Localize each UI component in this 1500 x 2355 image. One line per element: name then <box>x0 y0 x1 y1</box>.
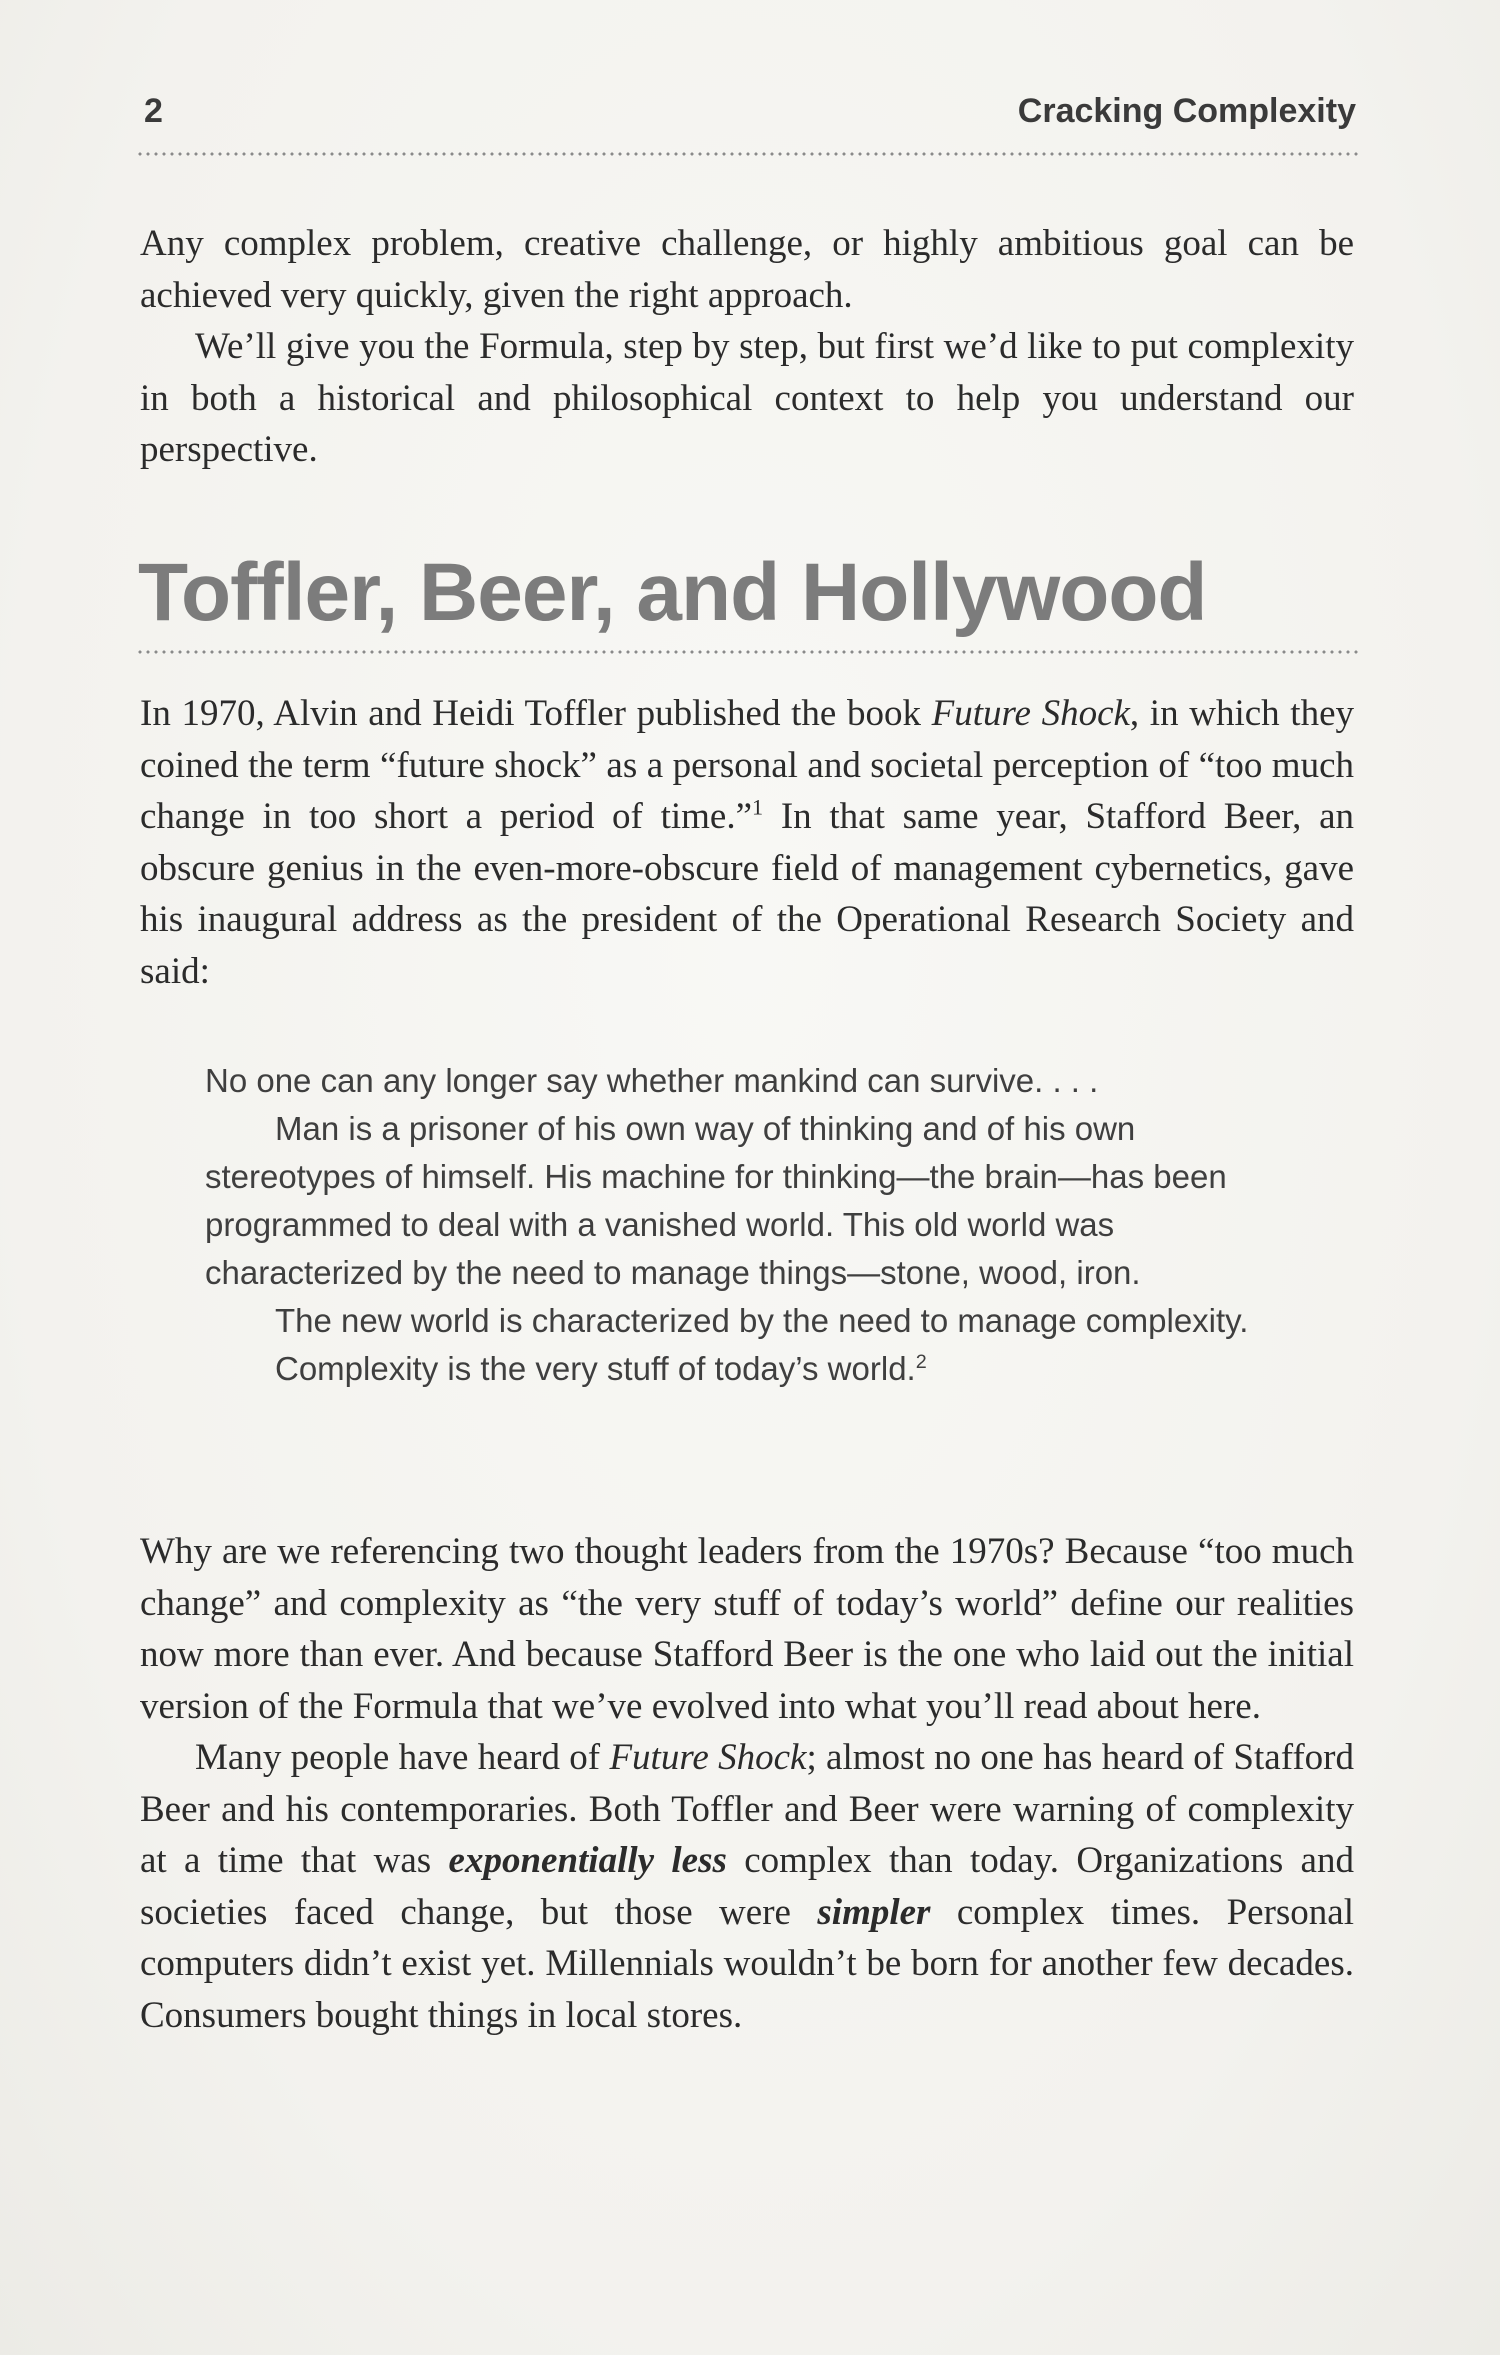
paragraph-why-1970s: Why are we referencing two thought leaders from the 1970s? Because “too much change” and complexity as “the very stuff of today’s world” define our realities now more than ever. And because Stafford Beer is the one who laid out the initial version of the Formula that we’ve evolved into what you’ll read about here. <box>140 1531 1354 1727</box>
running-header <box>144 92 1356 144</box>
para3-text-c: complex than today. Organizations and societies faced change, but those were <box>140 1840 1354 1933</box>
closing-text <box>140 1526 1354 2041</box>
intro-paragraph-2: We’ll give you the Formula, step by step, but first we’d like to put complexity in both a historical and philosophical context to help you understand our perspective. <box>140 326 1354 470</box>
footnote-ref-1: 1 <box>752 794 764 820</box>
quote-line-4: Complexity is the very stuff of today’s world. <box>275 1350 916 1387</box>
section-heading: Toffler, Beer, and Hollywood <box>138 547 1207 638</box>
emphasis-exponentially-less: exponentially less <box>448 1840 727 1881</box>
paragraph-future-shock <box>140 1732 1354 2041</box>
intro-paragraph-1: Any complex problem, creative challenge, or highly ambitious goal can be achieved very quickly, given the right approach. <box>140 223 1354 316</box>
footnote-ref-2: 2 <box>915 1351 927 1373</box>
quote-line-1: No one can any longer say whether mankind can survive. . . . <box>205 1062 1099 1099</box>
quote-line-2: Man is a prisoner of his own way of thinking and of his own stereotypes of himself. His machine for thinking—the brain—has been programmed to deal with a vanished world. This old world was characterized by the need to manage things—stone, wood, iron. <box>205 1110 1227 1291</box>
block-quote-beer <box>205 1057 1295 1393</box>
book-title-future-shock: Future Shock <box>931 693 1130 734</box>
para3-text-a: Many people have heard of <box>195 1737 610 1778</box>
quote-line-3: The new world is characterized by the need to manage complexity. <box>275 1302 1249 1339</box>
intro-text <box>140 218 1354 476</box>
para1-text-a: In 1970, Alvin and Heidi Toffler published the book <box>140 693 932 734</box>
emphasis-simpler: simpler <box>817 1891 931 1933</box>
para1-text-c: In that same year, Stafford Beer, an obscure genius in the even-more-obscure field of management cybernetics, gave his inaugural address as the president of the Operational Research Society and said: <box>140 796 1354 992</box>
book-title-future-shock-2: Future Shock <box>609 1737 807 1778</box>
para1-text-b: , in which they coined the term “future shock” as a personal and societal perception of “too much change in too short a period of time.” <box>140 693 1354 837</box>
paragraph-toffler-beer <box>140 688 1354 997</box>
para3-text-b: ; almost no one has heard of Stafford Beer and his contemporaries. Both Toffler and Beer were warning of complexity at a time that was <box>140 1737 1355 1881</box>
section-dotted-rule <box>136 650 1358 654</box>
para3-text-d: complex times. Personal computers didn’t exist yet. Millennials wouldn’t be born for another few decades. Consumers bought things in local stores. <box>140 1891 1354 2036</box>
running-title: Cracking Complexity <box>1017 92 1356 130</box>
header-dotted-rule <box>136 152 1358 156</box>
page-number: 2 <box>144 92 163 130</box>
